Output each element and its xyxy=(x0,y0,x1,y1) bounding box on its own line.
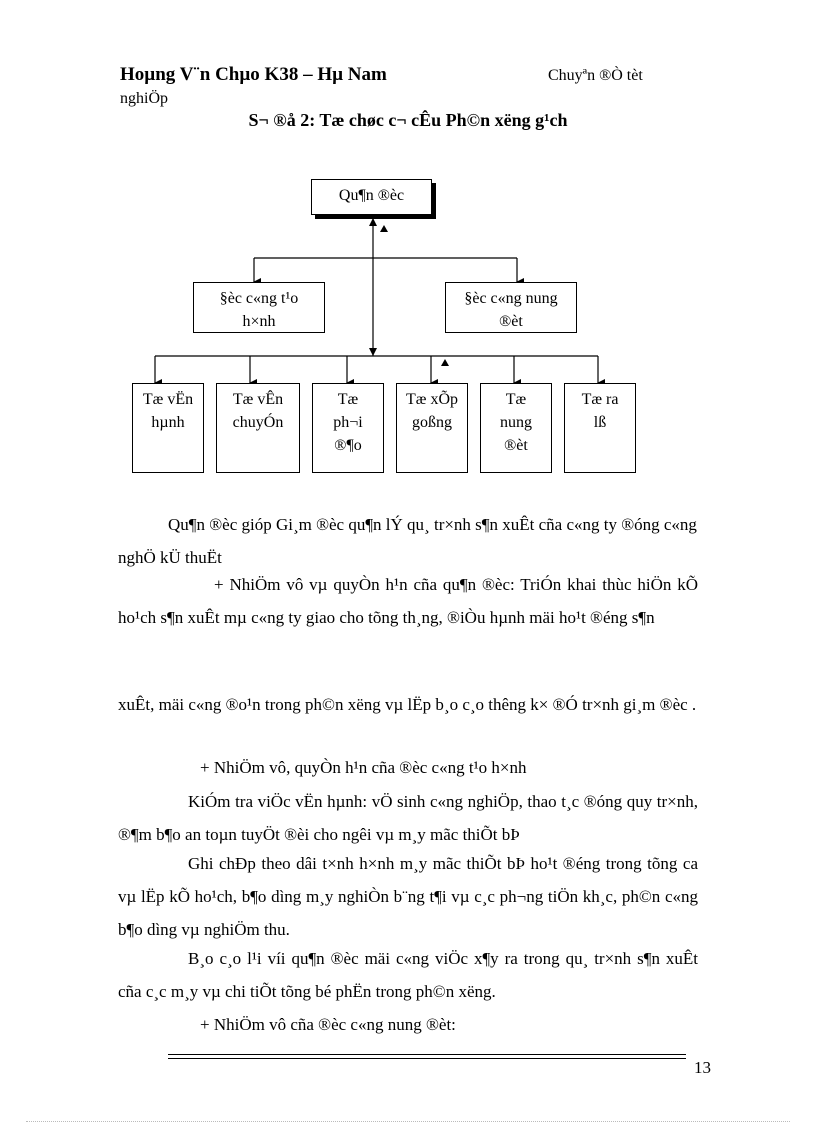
box-team-firing xyxy=(480,383,552,473)
box-team-drying xyxy=(312,383,384,473)
diagram-title: S¬ ®å 2: Tæ chøc c¬ cÊu Ph©n xëng g¹ch xyxy=(248,110,568,130)
box-team-firing-label: Tæ nung ®èt xyxy=(500,391,532,454)
box-foreman-firing-label: §èc c«ng nung ®èt xyxy=(464,290,558,330)
box-team-drying-label: Tæ ph¬i ®¶o xyxy=(333,391,363,454)
paragraph-shaping-inspection: KiÓm tra viÖc vËn hµnh: vÖ sinh c«ng nghiÖp, thao t¸c ®óng quy tr×nh, ®¶m b¶o an toµn tuyÖt ®èi cho ngêi vµ m¸y mãc thiÕt bÞ xyxy=(118,792,698,844)
box-team-operation xyxy=(132,383,204,473)
footer-rule-top xyxy=(168,1054,686,1055)
page-edge-divider xyxy=(26,1121,790,1122)
paragraph-manager-duties: + NhiÖm vô vµ quyÒn h¹n cña qu¶n ®èc: TriÓn khai thùc hiÖn kÕ ho¹ch s¶n xuÊt mµ c«ng ty giao cho tõng th¸ng, ®iÒu hµnh mäi ho¹t ®éng s¶n xyxy=(118,575,698,627)
box-foreman-shaping xyxy=(193,282,325,333)
paragraph-manager-role: Qu¶n ®èc gióp Gi¸m ®èc qu¶n lÝ qu¸ tr×nh s¶n xuÊt cña c«ng ty ®óng c«ng nghÖ kÜ thuËt xyxy=(118,515,697,567)
box-foreman-shaping-label: §èc c«ng t¹o h×nh xyxy=(219,290,299,330)
page-number: 13 xyxy=(694,1058,711,1077)
box-team-loading xyxy=(396,383,468,473)
box-team-unloading xyxy=(564,383,636,473)
box-team-unloading-label: Tæ ra lß xyxy=(581,391,619,431)
footer-rule-bottom xyxy=(168,1058,686,1059)
paragraph-shaping-foreman-heading: + NhiÖm vô, quyÒn h¹n cña ®èc c«ng t¹o h×nh xyxy=(200,758,527,777)
box-foreman-firing xyxy=(445,282,577,333)
box-team-transport-label: Tæ vÊn chuyÓn xyxy=(232,391,284,431)
paragraph-shaping-report: B¸o c¸o l¹i víi qu¶n ®èc mäi c«ng viÖc x¶y ra trong qu¸ tr×nh s¶n xuÊt cña c¸c m¸y vµ chi tiÕt tõng bé phËn trong ph©n xëng. xyxy=(118,949,698,1001)
box-team-loading-label: Tæ xÕp goßng xyxy=(406,391,458,431)
header-author: Hoµng V¨n Chµo K38 – Hµ Nam xyxy=(120,64,387,85)
paragraph-manager-duties-cont: xuÊt, mäi c«ng ®o¹n trong ph©n xëng vµ lËp b¸o c¸o thêng k× ®Ó tr×nh gi¸m ®èc . xyxy=(118,695,697,714)
box-manager-label: Qu¶n ®èc xyxy=(338,187,405,204)
paragraph-firing-foreman-heading: + NhiÖm vô cña ®èc c«ng nung ®èt: xyxy=(200,1015,456,1034)
box-team-transport xyxy=(216,383,300,473)
box-manager xyxy=(311,179,432,215)
header-doc-type-cont: nghiÖp xyxy=(120,90,168,107)
header-doc-type: Chuyªn ®Ò tèt xyxy=(548,67,643,84)
paragraph-shaping-records: Ghi chÐp theo dâi t×nh h×nh m¸y mãc thiÕt bÞ ho¹t ®éng trong tõng ca vµ lËp kÕ ho¹ch, b¶o dìng m¸y nghiÒn b¨ng t¶i vµ c¸c ph¬ng tiÖn kh¸c, ph©n c«ng b¶o dìng vµ nghiÖm thu. xyxy=(118,854,698,939)
box-team-operation-label: Tæ vËn hµnh xyxy=(142,391,194,431)
